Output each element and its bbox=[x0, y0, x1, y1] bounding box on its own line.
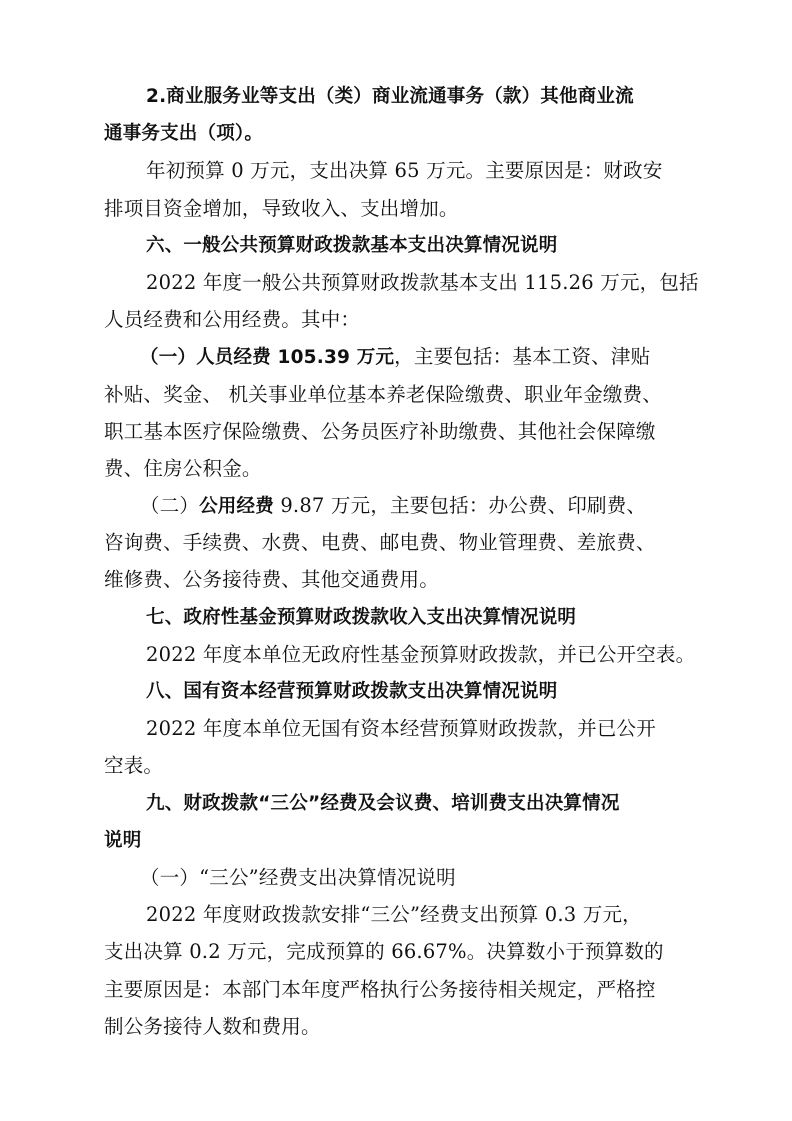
section-2-body-line2: 排项目资金增加，导致收入、支出增加。 bbox=[104, 196, 459, 220]
section-6-intro-line1: 2022 年度一般公共预算财政拨款基本支出 115.26 万元，包括 bbox=[146, 270, 699, 294]
personnel-expense-line4: 费、住房公积金。 bbox=[104, 456, 262, 480]
section-2-body-line1: 年初预算 0 万元，支出决算 65 万元。主要原因是：财政安 bbox=[146, 159, 663, 183]
document-page bbox=[104, 78, 699, 1045]
section-2-title-line1: 2.商业服务业等支出（类）商业流通事务（款）其他商业流 bbox=[146, 86, 634, 107]
section-6-intro-line2: 人员经费和公用经费。其中： bbox=[104, 308, 361, 332]
section-9-body-line3: 主要原因是：本部门本年度严格执行公务接待相关规定，严格控 bbox=[104, 977, 656, 1001]
personnel-expense-label: （一）人员经费 105.39 万元 bbox=[140, 347, 395, 369]
personnel-expense-line1 bbox=[104, 338, 696, 375]
public-expense-line2: 咨询费、手续费、水费、电费、邮电费、物业管理费、差旅费、 bbox=[104, 531, 656, 555]
section-9-body-line1: 2022 年度财政拨款安排“三公”经费支出预算 0.3 万元， bbox=[146, 903, 642, 927]
section-8-heading: 八、国有资本经营预算财政拨款支出决算情况说明 bbox=[146, 681, 558, 702]
section-8-body-line2: 空表。 bbox=[104, 754, 164, 778]
section-7-body: 2022 年度本单位无政府性基金预算财政拨款，并已公开空表。 bbox=[146, 642, 696, 666]
public-expense-line1 bbox=[104, 487, 696, 524]
section-9-body-line2: 支出决算 0.2 万元，完成预算的 66.67%。决算数小于预算数的 bbox=[104, 940, 664, 964]
section-7-heading: 七、政府性基金预算财政拨款收入支出决算情况说明 bbox=[146, 606, 577, 628]
personnel-expense-line2: 补贴、奖金、 机关事业单位基本养老保险缴费、职业年金缴费、 bbox=[104, 382, 662, 406]
public-expense-label: 公用经费 bbox=[199, 496, 274, 518]
section-9-heading-line2: 说明 bbox=[104, 829, 142, 851]
public-expense-amount: 9.87 万元，主要包括：办公费、印刷费、 bbox=[273, 494, 647, 518]
public-expense-prefix: （二） bbox=[140, 494, 200, 518]
section-9-body-line4: 制公务接待人数和费用。 bbox=[104, 1014, 321, 1038]
public-expense-line3: 维修费、公务接待费、其他交通费用。 bbox=[104, 568, 439, 592]
section-6-heading: 六、一般公共预算财政拨款基本支出决算情况说明 bbox=[146, 234, 558, 256]
section-2-title-line2: 通事务支出（项）。 bbox=[104, 123, 264, 145]
personnel-expense-line3: 职工基本医疗保险缴费、公务员医疗补助缴费、其他社会保障缴 bbox=[104, 419, 656, 443]
personnel-expense-text: ，主要包括：基本工资、津贴 bbox=[394, 345, 651, 369]
section-8-body-line1: 2022 年度本单位无国有资本经营预算财政拨款，并已公开 bbox=[146, 717, 656, 741]
section-9-heading-line1: 九、财政拨款“三公”经费及会议费、培训费支出决算情况 bbox=[146, 792, 620, 814]
section-9-sub-heading: （一）“三公”经费支出决算情况说明 bbox=[140, 865, 456, 889]
